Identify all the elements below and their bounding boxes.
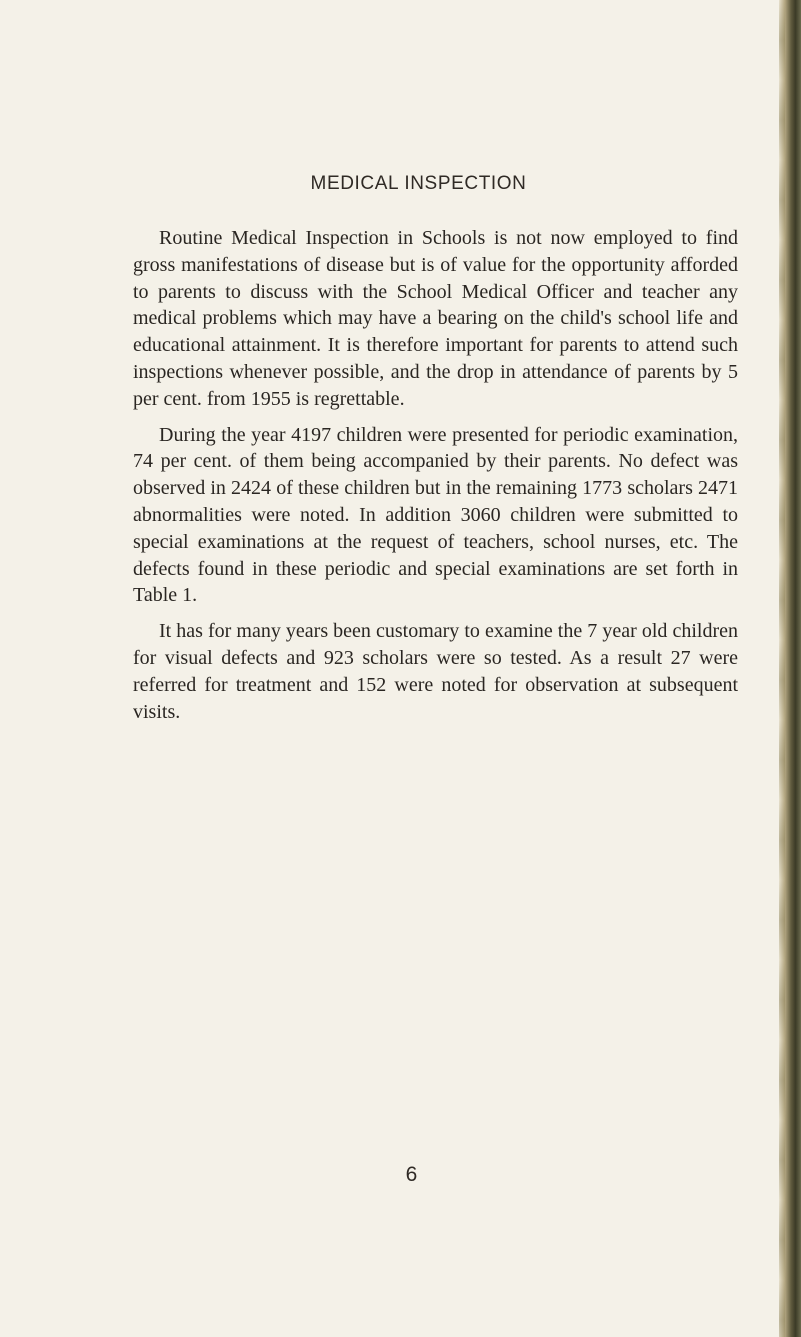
paragraph-periodic-examination: During the year 4197 children were presented for periodic examination, 74 per cent. of them being accompanied by their parents. No defect was observed in 2424 of these children but in the remaining 1773 scholars 2471 abnormalities were noted. In addition 3060 children were submitted to special examinations at the request of teachers, school nurses, etc. The defects found in these periodic and special examinations are set forth in Table 1.: [133, 423, 738, 607]
paragraph-visual-defects: It has for many years been customary to examine the 7 year old children for visual defects and 923 scholars were so tested. As a result 27 were referred for treatment and 152 were noted for observation at subsequent visits.: [133, 620, 738, 723]
page-title: MEDICAL INSPECTION: [310, 173, 527, 194]
page-number: 6: [405, 1163, 418, 1186]
document-body: [133, 225, 738, 734]
paragraph-routine-inspection: Routine Medical Inspection in Schools is not now employed to find gross manifestations of disease but is of value for the opportunity afforded to parents to discuss with the School Medical Officer and teacher any medical problems which may have a bearing on the child's school life and educational attainment. It is therefore important for parents to attend such inspections whenever possible, and the drop in attendance of parents by 5 per cent. from 1955 is regrettable.: [133, 227, 738, 410]
page-binding-edge: [779, 0, 801, 1337]
